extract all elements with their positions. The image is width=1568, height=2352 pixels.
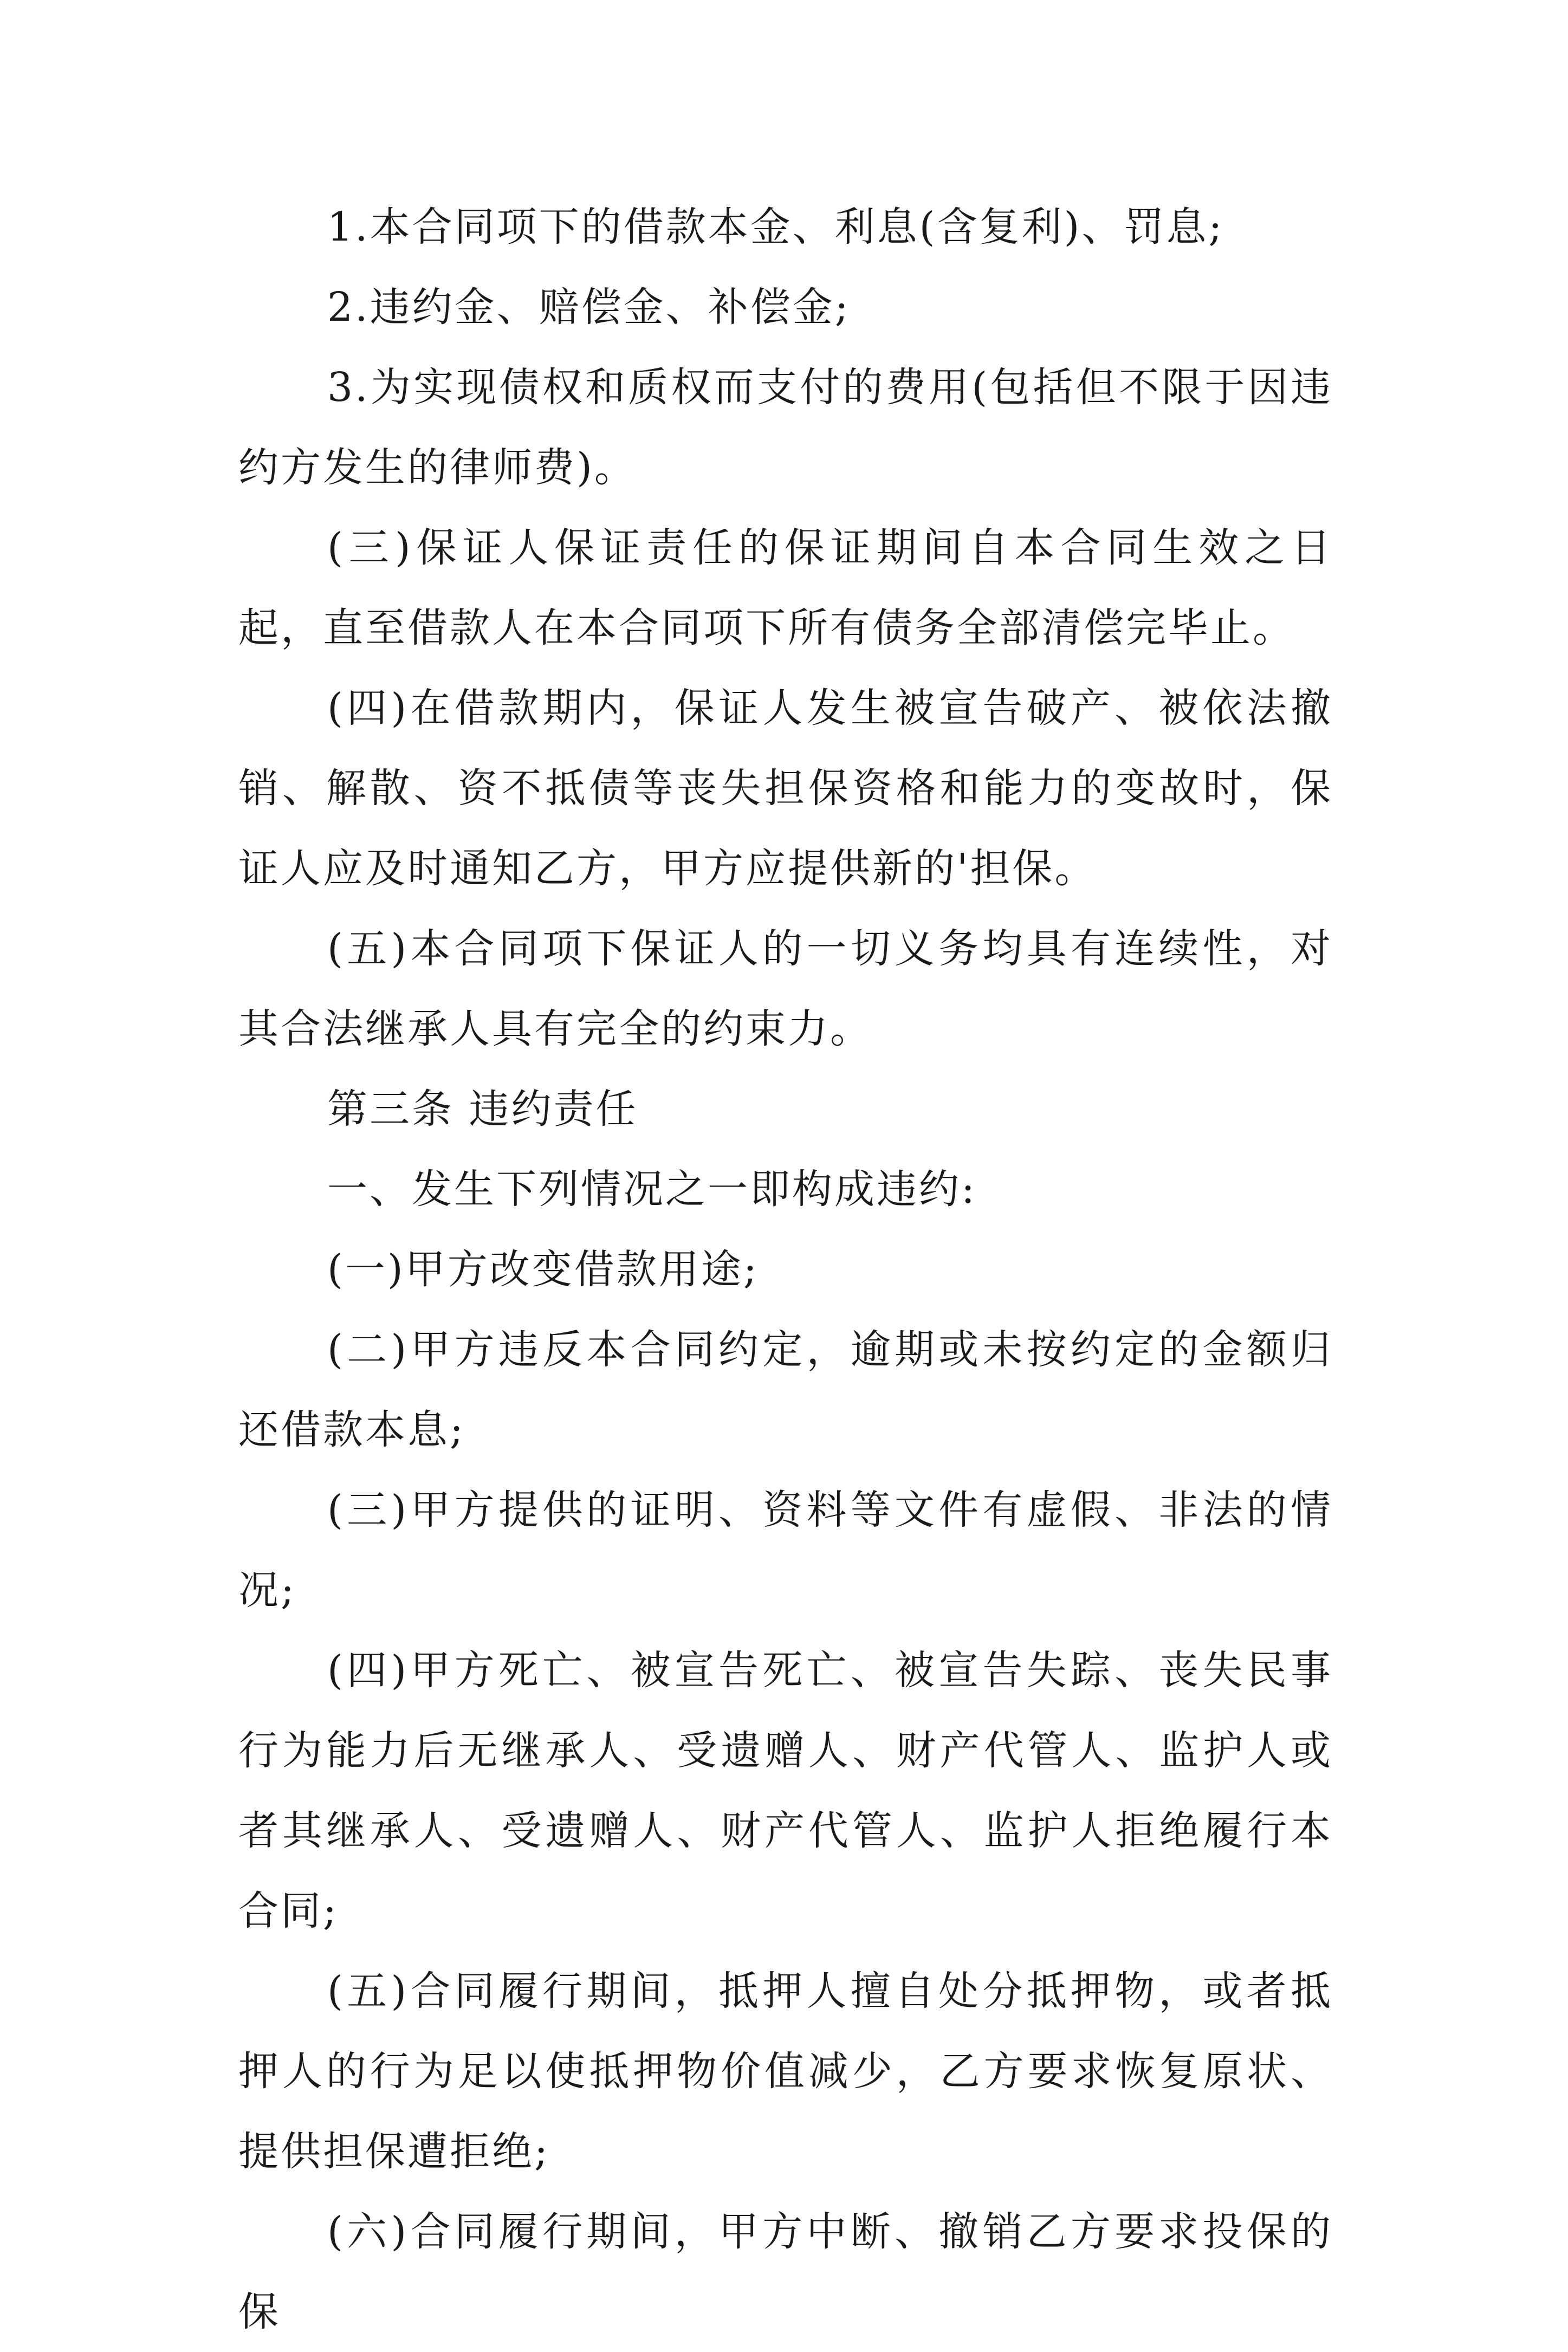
- clause-item-1: 1.本合同项下的借款本金、利息(含复利)、罚息;: [327, 204, 1224, 250]
- breach-item-5: (五)合同履行期间，抵押人擅自处分抵押物，或者抵押人的行为足以使抵押物价值减少，乙方要求恢复原状、提供担保遭拒绝;: [238, 1968, 1333, 2175]
- breach-item-3: (三)甲方提供的证明、资料等文件有虚假、非法的情况;: [238, 1487, 1333, 1614]
- document-body: [238, 187, 1333, 2352]
- article-three-heading: 第三条 违约责任: [327, 1086, 638, 1132]
- breach-item-1: (一)甲方改变借款用途;: [327, 1246, 759, 1293]
- guarantor-continuity-paragraph: (五)本合同项下保证人的一切义务均具有连续性，对其合法继承人具有完全的约束力。: [238, 925, 1333, 1052]
- breach-item-6: (六)合同履行期间，甲方中断、撤销乙方要求投保的保: [238, 2208, 1333, 2335]
- clause-item-3: 3.为实现债权和质权而支付的费用(包括但不限于因违约方发生的律师费)。: [238, 364, 1333, 491]
- clause-item-2: 2.违约金、赔偿金、补偿金;: [327, 284, 851, 331]
- guarantee-period-paragraph: (三)保证人保证责任的保证期间自本合同生效之日起，直至借款人在本合同项下所有债务全部清偿完毕止。: [238, 524, 1333, 651]
- breach-intro-paragraph: 一、发生下列情况之一即构成违约:: [327, 1166, 977, 1213]
- breach-item-2: (二)甲方违反本合同约定，逾期或未按约定的金额归还借款本息;: [238, 1326, 1333, 1453]
- breach-item-4: (四)甲方死亡、被宣告死亡、被宣告失踪、丧失民事行为能力后无继承人、受遗赠人、财产代管人、监护人或者其继承人、受遗赠人、财产代管人、监护人拒绝履行本合同;: [238, 1647, 1333, 1934]
- guarantor-change-paragraph: (四)在借款期内，保证人发生被宣告破产、被依法撤销、解散、资不抵债等丧失担保资格和能力的变故时，保证人应及时通知乙方，甲方应提供新的'担保。: [238, 685, 1333, 892]
